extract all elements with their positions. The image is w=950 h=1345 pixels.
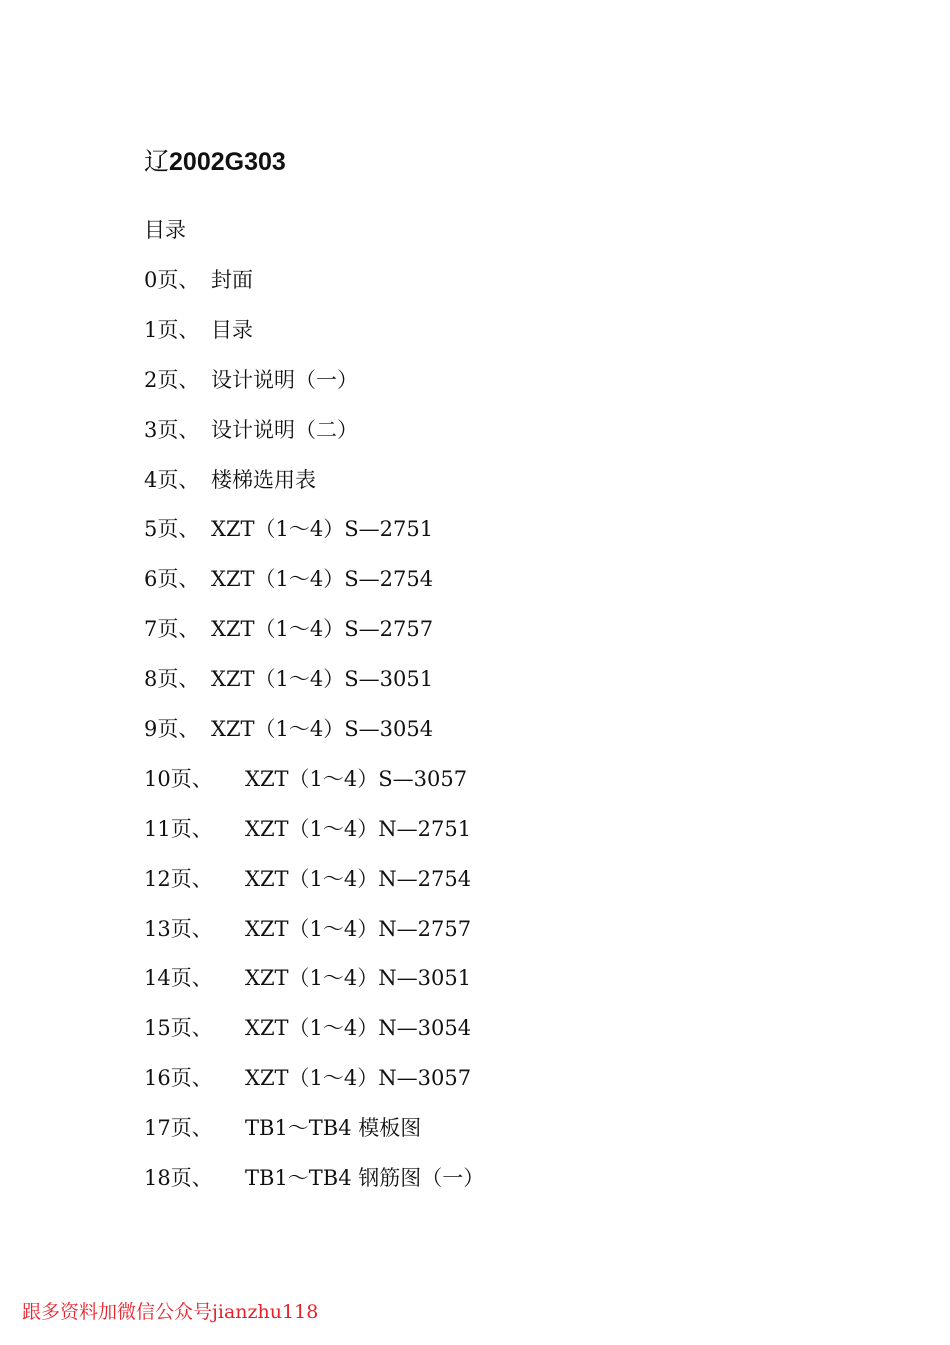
toc-entry-title: 楼梯选用表 bbox=[211, 467, 316, 492]
toc-entry-title: XZT（1～4）S—3054 bbox=[211, 717, 434, 742]
document-title bbox=[144, 146, 286, 178]
toc-entry-title: 设计说明（一） bbox=[211, 367, 358, 392]
toc-page-number: 1页、 bbox=[144, 317, 200, 342]
toc-item bbox=[144, 765, 484, 815]
toc-page-number: 3页、 bbox=[144, 417, 200, 442]
title-prefix: 辽 bbox=[144, 147, 170, 176]
toc-page-number: 0页、 bbox=[144, 268, 200, 292]
toc-entry-title: XZT（1～4）S—2757 bbox=[211, 617, 434, 642]
toc-entry-title: XZT（1～4）N—2757 bbox=[245, 916, 472, 941]
toc-page-number: 4页、 bbox=[144, 467, 200, 492]
toc-page-number: 11页、 bbox=[144, 816, 213, 841]
toc-item bbox=[144, 815, 484, 865]
toc-item bbox=[144, 715, 484, 765]
toc-page-number: 18页、 bbox=[144, 1166, 213, 1191]
toc-entry-title: XZT（1～4）N—2754 bbox=[245, 866, 472, 891]
toc-entry-title: 封面 bbox=[211, 268, 253, 292]
toc-entry-title: XZT（1～4）N—3051 bbox=[245, 966, 472, 991]
toc-entry-title: XZT（1～4）S—3057 bbox=[245, 766, 468, 791]
toc-item bbox=[144, 416, 484, 466]
toc-entry-title: XZT（1～4）N—3057 bbox=[245, 1066, 472, 1091]
footer-promo-note: 跟多资料加微信公众号jianzhu118 bbox=[22, 1301, 319, 1323]
toc-page-number: 10页、 bbox=[144, 766, 213, 791]
toc-item bbox=[144, 1114, 484, 1164]
toc-page-number: 9页、 bbox=[144, 717, 200, 742]
toc-item bbox=[144, 515, 484, 565]
toc-item bbox=[144, 316, 484, 366]
toc-heading: 目录 bbox=[144, 218, 186, 242]
toc-item bbox=[144, 915, 484, 965]
toc-entry-title: XZT（1～4）N—2751 bbox=[245, 816, 472, 841]
toc-page-number: 15页、 bbox=[144, 1016, 213, 1041]
toc-entry-title: TB1～TB4 模板图 bbox=[245, 1116, 422, 1141]
toc-entry-title: XZT（1～4）N—3054 bbox=[245, 1016, 472, 1041]
toc-entry-title: XZT（1～4）S—3051 bbox=[211, 667, 434, 692]
toc-page-number: 14页、 bbox=[144, 966, 213, 991]
toc-page-number: 13页、 bbox=[144, 916, 213, 941]
toc-page-number: 2页、 bbox=[144, 367, 200, 392]
toc-page-number: 16页、 bbox=[144, 1066, 213, 1091]
toc-item bbox=[144, 565, 484, 615]
toc-item bbox=[144, 665, 484, 715]
toc-item bbox=[144, 865, 484, 915]
toc-entry-title: XZT（1～4）S—2754 bbox=[211, 567, 434, 592]
title-code: 2002G303 bbox=[169, 148, 286, 176]
toc-item bbox=[144, 266, 484, 316]
toc-page-number: 6页、 bbox=[144, 567, 200, 592]
toc-page-number: 7页、 bbox=[144, 617, 200, 642]
toc-item bbox=[144, 964, 484, 1014]
toc-item bbox=[144, 1164, 484, 1214]
toc-item bbox=[144, 466, 484, 516]
toc-item bbox=[144, 1014, 484, 1064]
toc-entry-title: 设计说明（二） bbox=[211, 417, 358, 442]
toc-entry-title: TB1～TB4 钢筋图（一） bbox=[245, 1166, 485, 1191]
toc-page-number: 12页、 bbox=[144, 866, 213, 891]
toc-page-number: 5页、 bbox=[144, 517, 200, 542]
toc-item bbox=[144, 366, 484, 416]
toc-list bbox=[144, 266, 484, 1214]
toc-entry-title: 目录 bbox=[211, 317, 253, 342]
toc-item bbox=[144, 1064, 484, 1114]
toc-item bbox=[144, 615, 484, 665]
toc-entry-title: XZT（1～4）S—2751 bbox=[211, 517, 434, 542]
toc-page-number: 8页、 bbox=[144, 667, 200, 692]
toc-page-number: 17页、 bbox=[144, 1116, 213, 1141]
